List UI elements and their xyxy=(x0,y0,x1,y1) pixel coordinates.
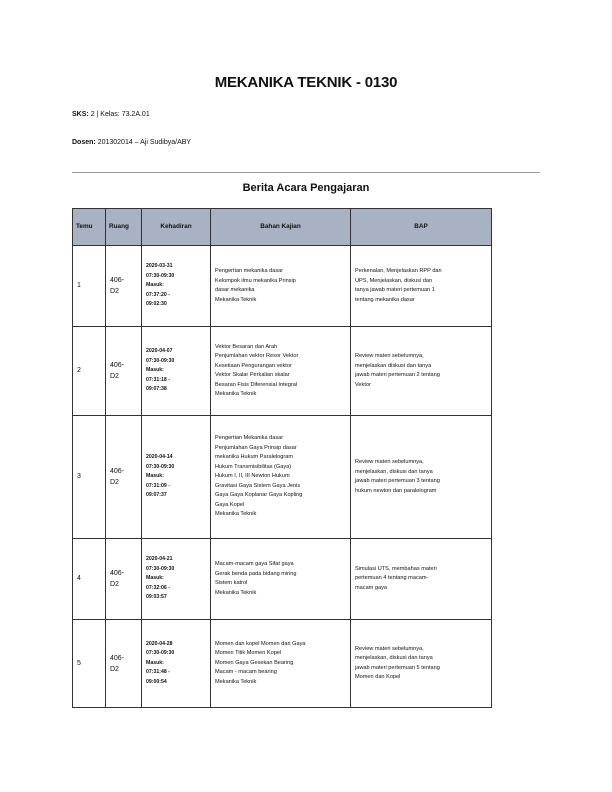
dosen-line xyxy=(72,139,191,146)
sks-label: SKS: xyxy=(72,111,89,118)
dosen-value: 201302014 – Aji Sudibya/ABY xyxy=(97,139,192,146)
bap-cell: Review materi sebelumnya, menjelaskan, diskusi dan tanya jawab materi pertemuan 5 tentang Momen dan Kopel xyxy=(351,620,492,708)
kehadiran-cell: 2020-04-14 07:30-09:30 Masuk: 07:31:09 - 09:07:37 xyxy=(142,416,211,539)
ruang-cell: 406- D2 xyxy=(106,246,142,327)
temu-cell: 5 xyxy=(73,620,106,708)
bap-cell: Review materi sebelumnya, menjelaskan, diskusi dan tanya jawab materi pertemuan 3 tentang hukum newton dan paralelogram xyxy=(351,416,492,539)
header-ruang: Ruang xyxy=(106,209,142,246)
bahan-kajian-cell: Vektor Besaran dan Arah Penjumlahan vektor Resor Vektor Kesetiaan Pengurangan vektor Vektor Skalar Perkalian skalar Besaran Fisis Diferensial Integral Mekanika Teknik xyxy=(211,327,351,416)
header-bap: BAP xyxy=(351,209,492,246)
bahan-kajian-cell: Macam-macam gaya Sifat gaya Gerak benda pada bidang miring Sistem katrol Mekanika Teknik xyxy=(211,539,351,620)
table-row xyxy=(73,539,492,620)
temu-cell: 1 xyxy=(73,246,106,327)
dosen-label: Dosen: xyxy=(72,139,96,146)
table-row xyxy=(73,327,492,416)
bahan-kajian-cell: Pengertian mekanika dasar Kelompok ilmu mekanika Prinsip dasar mekanika Mekanika Teknik xyxy=(211,246,351,327)
table-header-row xyxy=(73,209,492,246)
section-title: Berita Acara Pengajaran xyxy=(242,182,370,194)
temu-cell: 2 xyxy=(73,327,106,416)
kehadiran-cell: 2020-04-07 07:30-09:30 Masuk: 07:31:18 - 09:07:38 xyxy=(142,327,211,416)
header-temu: Temu xyxy=(73,209,106,246)
ruang-cell: 406- D2 xyxy=(106,539,142,620)
ruang-cell: 406- D2 xyxy=(106,416,142,539)
teaching-log-table xyxy=(72,208,492,708)
table-row xyxy=(73,416,492,539)
table-row xyxy=(73,620,492,708)
bap-cell: Simulasi UTS, membahas materi pertemuan 4 tentang macam- macam gaya xyxy=(351,539,492,620)
header-bahan-kajian: Bahan Kajian xyxy=(211,209,351,246)
bahan-kajian-cell: Momen dan kopel Momen dari Gaya Momen Titik Momen Kopel Momen Gaya Gesekan Bearing Macam - macam bearing Mekanika Teknik xyxy=(211,620,351,708)
header-kehadiran: Kehadiran xyxy=(142,209,211,246)
ruang-cell: 406- D2 xyxy=(106,620,142,708)
temu-cell: 4 xyxy=(73,539,106,620)
kehadiran-cell: 2020-04-21 07:30-09:30 Masuk: 07:32:06 - 09:03:57 xyxy=(142,539,211,620)
temu-cell: 3 xyxy=(73,416,106,539)
kehadiran-cell: 2020-03-31 07:30-09:30 Masuk: 07:37:20 - 09:02:30 xyxy=(142,246,211,327)
sks-value: 2 | Kelas: 73.2A.01 xyxy=(90,111,150,118)
course-title: MEKANIKA TEKNIK - 0130 xyxy=(214,74,398,91)
ruang-cell: 406- D2 xyxy=(106,327,142,416)
bahan-kajian-cell: Pengertian Mekanika dasar Penjumlahan Gaya Prinsip dasar mekanika Hukum Paralelogram Hukum Transmisibilitas (Gaya) Hukum I, II, III Newton Hukum Gravitasi Gaya Sistem Gaya Jenis Gaya Gaya Koplanar Gaya Kopling Gaya Kopel Mekanika Teknik xyxy=(211,416,351,539)
sks-line xyxy=(72,111,150,118)
kehadiran-cell: 2020-04-28 07:30-09:30 Masuk: 07:31:48 - 09:00:54 xyxy=(142,620,211,708)
bap-cell: Review materi sebelumnya, menjelaskan diskusi dan tanya jawab materi pertemuan 2 tentang Vektor xyxy=(351,327,492,416)
divider xyxy=(72,172,540,173)
table-row xyxy=(73,246,492,327)
bap-cell: Perkenalan, Menjelaskan RPP dan UPS, Menjelaskan, diskusi dan tanya jawab materi pertemuan 1 tentang mekanika dasar xyxy=(351,246,492,327)
